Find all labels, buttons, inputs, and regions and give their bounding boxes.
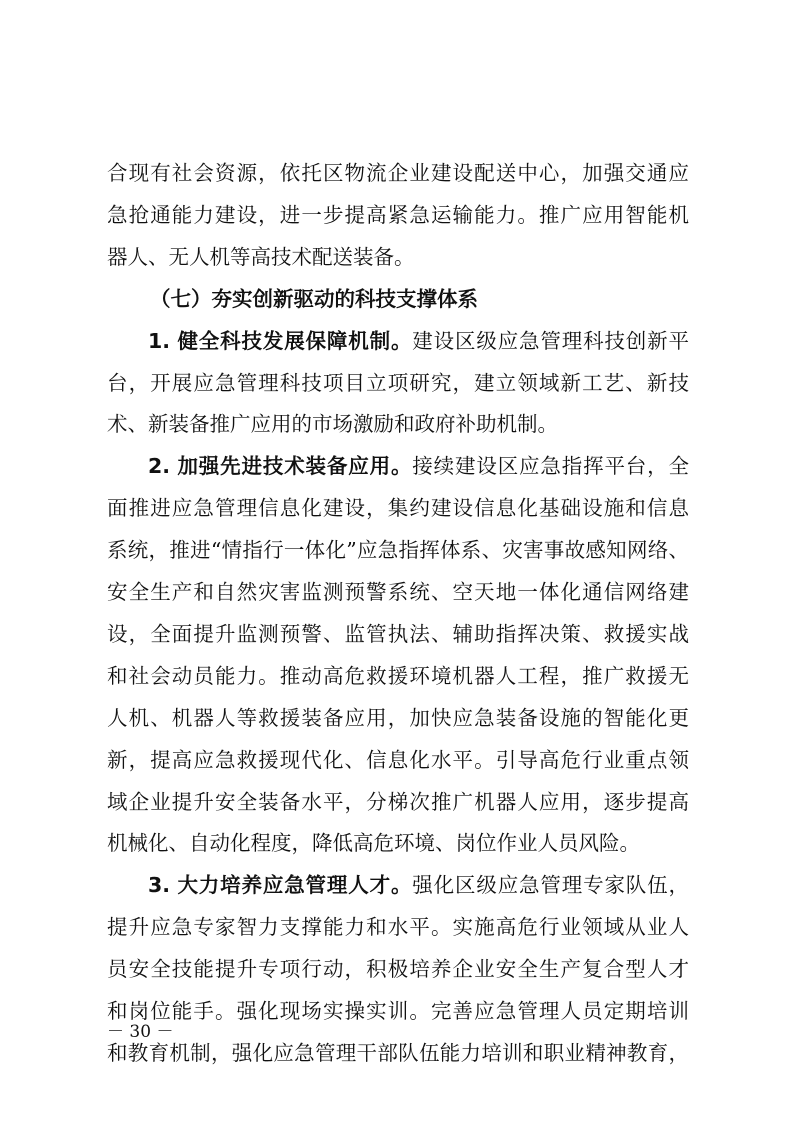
paragraph-line: 合现有社会资源，依托区物流企业建设配送中心，加强交通应 bbox=[107, 161, 689, 185]
item-1-number: 1. bbox=[148, 329, 171, 353]
item-3-number: 3. bbox=[148, 873, 171, 897]
item-3-title: 大力培养应急管理人才。 bbox=[177, 873, 413, 897]
paragraph-line: 员安全技能提升专项行动，积极培养企业安全生产复合型人才 bbox=[107, 957, 689, 981]
section-heading: （七）夯实创新驱动的科技支撑体系 bbox=[150, 287, 478, 311]
paragraph-line: 面推进应急管理信息化建设，集约建设信息化基础设施和信息 bbox=[107, 496, 689, 520]
item-2-number: 2. bbox=[148, 454, 171, 478]
item-2-title: 加强先进技术装备应用。 bbox=[177, 454, 413, 478]
paragraph-line: 新，提高应急救援现代化、信息化水平。引导高危行业重点领 bbox=[107, 748, 689, 772]
paragraph-line: 和教育机制，强化应急管理干部队伍能力培训和职业精神教育， bbox=[107, 1041, 689, 1065]
paragraph-line: 台，开展应急管理科技项目立项研究，建立领域新工艺、新技 bbox=[107, 371, 689, 395]
item-2-first-line bbox=[148, 451, 689, 481]
item-1-first-line bbox=[148, 326, 689, 356]
paragraph-line: 和岗位能手。强化现场实操实训。完善应急管理人员定期培训 bbox=[107, 999, 689, 1023]
page-number: － 30 － bbox=[107, 1022, 174, 1042]
item-1-title: 健全科技发展保障机制。 bbox=[177, 329, 413, 353]
paragraph-line: 人机、机器人等救援装备应用，加快应急装备设施的智能化更 bbox=[107, 706, 689, 730]
item-1-text: 建设区级应急管理科技创新平 bbox=[412, 329, 689, 353]
paragraph-line: 设，全面提升监测预警、监管执法、辅助指挥决策、救援实战 bbox=[107, 622, 689, 646]
paragraph-line: 域企业提升安全装备水平，分梯次推广机器人应用，逐步提高 bbox=[107, 790, 689, 814]
paragraph-line: 急抢通能力建设，进一步提高紧急运输能力。推广应用智能机 bbox=[107, 203, 689, 227]
paragraph-line: 术、新装备推广应用的市场激励和政府补助机制。 bbox=[107, 412, 558, 436]
paragraph-line: 系统，推进“情指行一体化”应急指挥体系、灾害事故感知网络、 bbox=[107, 538, 689, 562]
item-3-text: 强化区级应急管理专家队伍， bbox=[412, 873, 689, 897]
paragraph-line: 器人、无人机等高技术配送装备。 bbox=[107, 245, 415, 269]
paragraph-line: 机械化、自动化程度，降低高危环境、岗位作业人员风险。 bbox=[107, 831, 640, 855]
item-3-first-line bbox=[148, 870, 689, 900]
paragraph-line: 和社会动员能力。推动高危救援环境机器人工程，推广救援无 bbox=[107, 664, 689, 688]
item-2-text: 接续建设区应急指挥平台，全 bbox=[412, 454, 689, 478]
paragraph-line: 提升应急专家智力支撑能力和水平。实施高危行业领域从业人 bbox=[107, 915, 689, 939]
paragraph-line: 安全生产和自然灾害监测预警系统、空天地一体化通信网络建 bbox=[107, 580, 689, 604]
